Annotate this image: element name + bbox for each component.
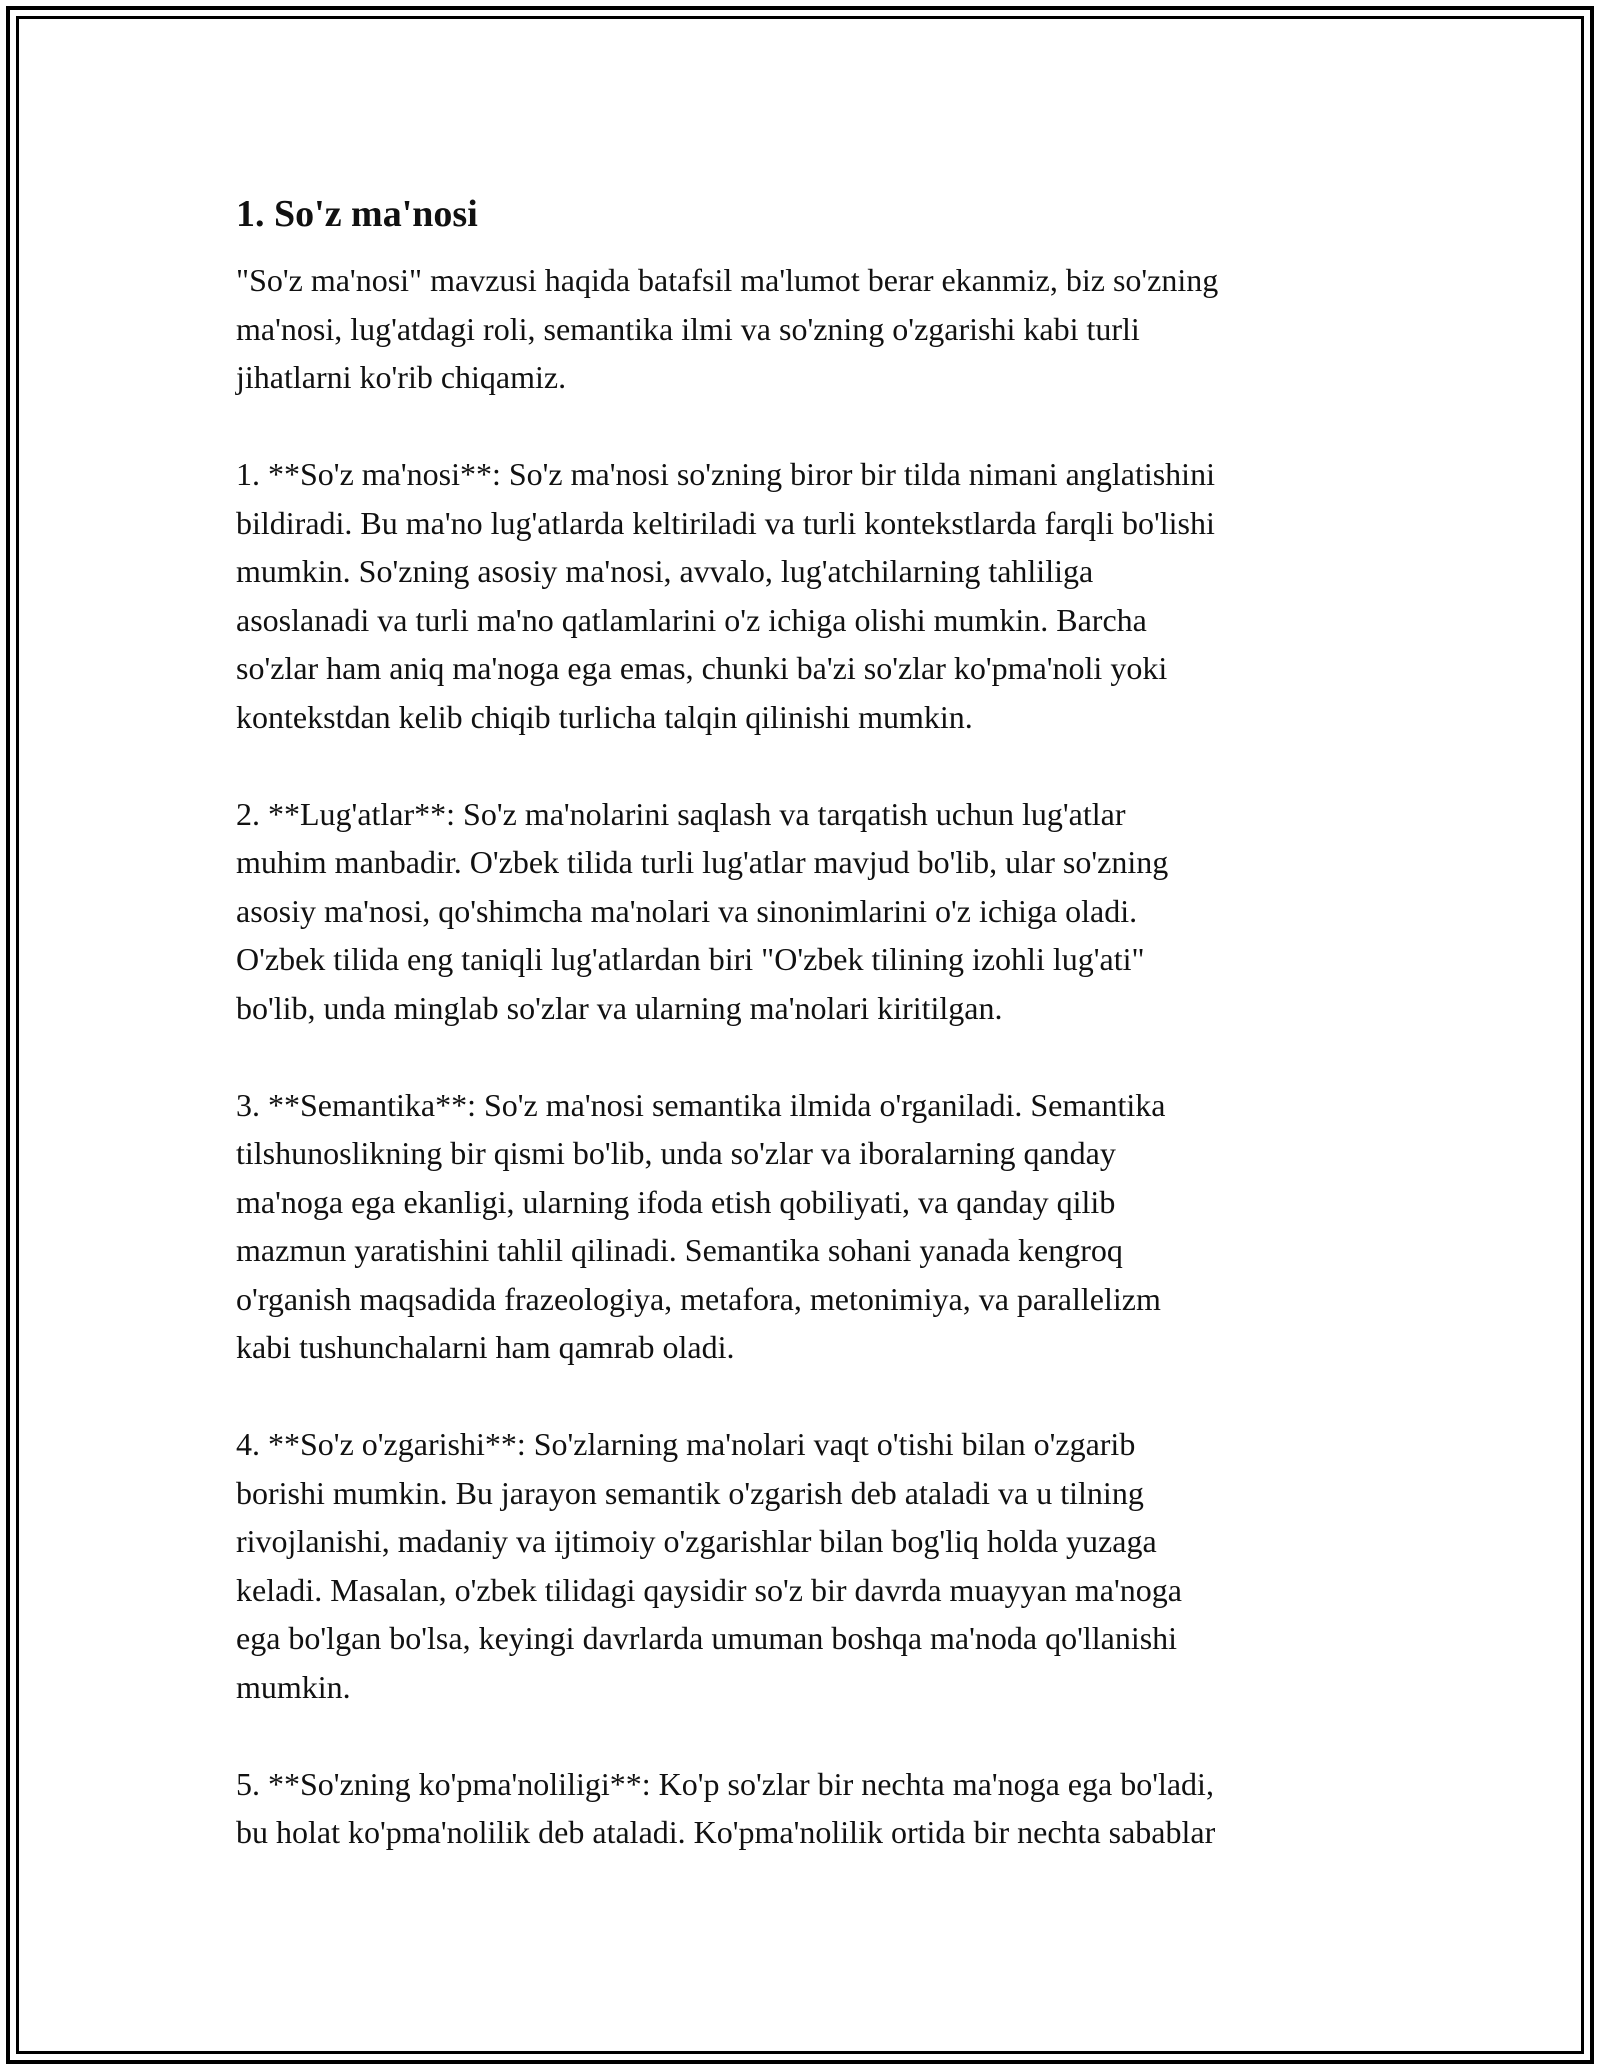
paragraph-semantika <box>236 1081 1386 1372</box>
text-line: keladi. Masalan, o'zbek tilidagi qaysidir so'z bir davrda muayyan ma'noga <box>236 1571 1182 1608</box>
text-line: kabi tushunchalarni ham qamrab oladi. <box>236 1329 735 1365</box>
text-line: mazmun yaratishini tahlil qilinadi. Semantika sohani yanada kengroq <box>236 1232 1123 1268</box>
text-line: asosiy ma'nosi, qo'shimcha ma'nolari va sinonimlarini o'z ichiga oladi. <box>236 892 1138 929</box>
paragraph-soz-ozgarishi <box>236 1420 1386 1711</box>
text-line: "So'z ma'nosi" mavzusi haqida batafsil ma'lumot berar ekanmiz, biz so'zning <box>236 262 1219 298</box>
text-line: jihatlarni ko'rib chiqamiz. <box>236 359 567 395</box>
text-line: bildiradi. Bu ma'no lug'atlarda keltiriladi va turli kontekstlarda farqli bo'lishi <box>236 504 1215 541</box>
text-line: bo'lib, unda minglab so'zlar va ularning ma'nolari kiritilgan. <box>236 989 1003 1026</box>
text-line: O'zbek tilida eng taniqli lug'atlardan biri "O'zbek tilining izohli lug'ati" <box>236 941 1145 977</box>
text-line: 2. **Lug'atlar**: So'z ma'nolarini saqlash va tarqatish uchun lug'atlar <box>236 795 1126 832</box>
text-line: ma'noga ega ekanligi, ularning ifoda etish qobiliyati, va qanday qilib <box>236 1183 1116 1220</box>
text-line: tilshunoslikning bir qismi bo'lib, unda so'zlar va iboralarning qanday <box>236 1135 1116 1171</box>
text-line: muhim manbadir. O'zbek tilida turli lug'atlar mavjud bo'lib, ular so'zning <box>236 844 1169 880</box>
paragraph-intro <box>236 256 1386 402</box>
paragraph-soz-manosi <box>236 450 1386 741</box>
text-line: ega bo'lgan bo'lsa, keyingi davrlarda umuman boshqa ma'noda qo'llanishi <box>236 1620 1178 1656</box>
text-line: 5. **So'zning ko'pma'noliligi**: Ko'p so'zlar bir nechta ma'noga ega bo'ladi, <box>236 1765 1214 1802</box>
text-line: mumkin. <box>236 1668 351 1705</box>
document-body <box>236 186 1386 1905</box>
paragraph-lugatlar <box>236 790 1386 1033</box>
text-line: 3. **Semantika**: So'z ma'nosi semantika ilmida o'rganiladi. Semantika <box>236 1086 1166 1123</box>
text-line: ma'nosi, lug'atdagi roli, semantika ilmi va so'zning o'zgarishi kabi turli <box>236 310 1140 347</box>
text-line: bu holat ko'pma'nolilik deb ataladi. Ko'pma'nolilik ortida bir nechta sabablar <box>236 1814 1216 1850</box>
text-line: borishi mumkin. Bu jarayon semantik o'zgarish deb ataladi va u tilning <box>236 1474 1144 1511</box>
text-line: so'zlar ham aniq ma'noga ega emas, chunki ba'zi so'zlar ko'pma'noli yoki <box>236 650 1168 686</box>
paragraph-kopmanolilik <box>236 1760 1386 1857</box>
text-line: kontekstdan kelib chiqib turlicha talqin qilinishi mumkin. <box>236 698 973 735</box>
text-line: asoslanadi va turli ma'no qatlamlarini o'z ichiga olishi mumkin. Barcha <box>236 601 1147 638</box>
text-line: mumkin. So'zning asosiy ma'nosi, avvalo, lug'atchilarning tahliliga <box>236 553 1094 589</box>
text-line: o'rganish maqsadida frazeologiya, metafora, metonimiya, va parallelizm <box>236 1280 1161 1317</box>
page-title: 1. So'z ma'nosi <box>236 193 478 235</box>
text-line: 4. **So'z o'zgarishi**: So'zlarning ma'nolari vaqt o'tishi bilan o'zgarib <box>236 1426 1136 1462</box>
text-line: 1. **So'z ma'nosi**: So'z ma'nosi so'zning biror bir tilda nimani anglatishini <box>236 456 1215 492</box>
text-line: rivojlanishi, madaniy va ijtimoiy o'zgarishlar bilan bog'liq holda yuzaga <box>236 1523 1157 1559</box>
